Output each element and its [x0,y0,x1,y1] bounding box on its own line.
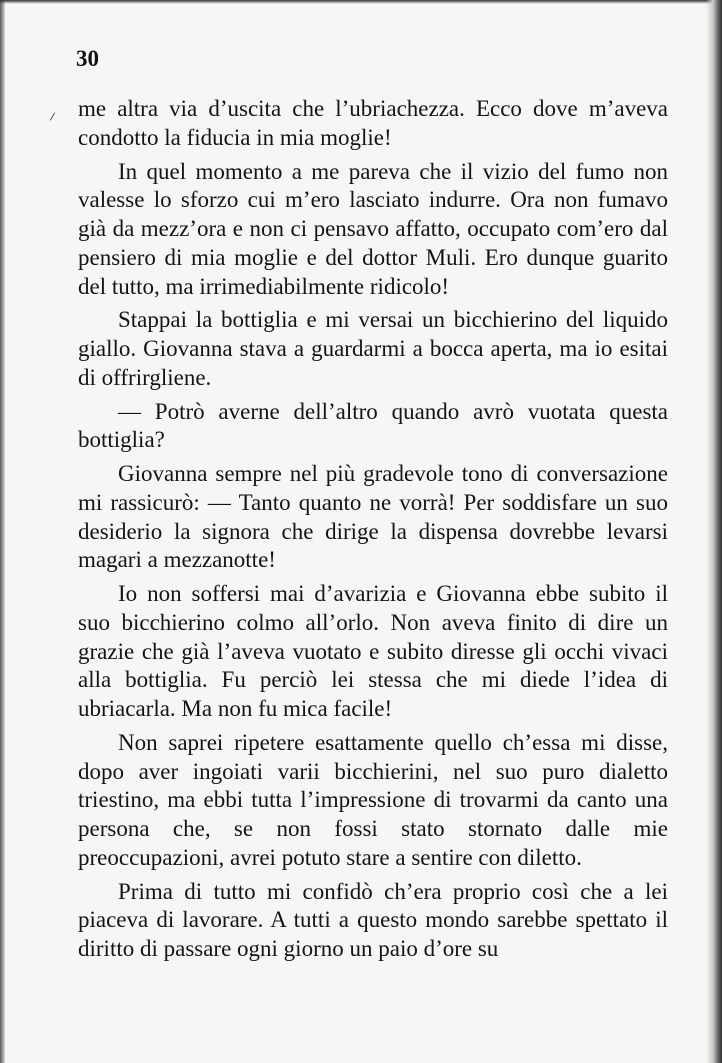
paragraph-continuation: me altra via d’uscita che l’ubriachezza. Ecco dove m’aveva condotto la fiducia in mia moglie! [78,96,668,150]
paragraph: Giovanna sempre nel più gradevole tono di conversazione mi rassicurò: — Tanto quanto ne vorrà! Per soddisfare un suo desiderio la signora che dirige la dispensa dovrebbe levarsi magari a mezzanotte! [78,461,668,573]
stray-pencil-mark [50,112,55,120]
paragraph-dialogue: — Potrò averne dell’altro quando avrò vuotata questa bottiglia? [78,398,668,453]
paragraph: In quel momento a me pareva che il vizio del fumo non valesse lo sforzo cui m’ero lasciato indurre. Ora non fumavo già da mezz’ora e non ci pensavo affatto, occupato com’ero dal pensiero di mia moglie e del dottor Muli. Ero dunque guarito del tutto, ma irrimediabilmente ridicolo! [78,158,668,299]
page-top-edge-shadow [0,0,722,4]
paragraph: Non saprei ripetere esattamente quello ch’essa mi disse, dopo aver ingoiati varii bicchierini, nel suo puro dialetto triestino, ma ebbi tutta l’impressione di trovarmi da canto una persona che, se non fossi stato stornato dalle mie preoccupazioni, avrei potuto stare a sentire con diletto. [78,729,668,870]
page-number: 30 [76,46,99,71]
page-left-edge-shadow [0,0,5,1063]
paragraph: Stappai la bottiglia e mi versai un bicchierino del liquido giallo. Giovanna stava a guardarmi a bocca aperta, ma io esitai di offrirgliene. [78,307,668,390]
paragraph: Prima di tutto mi confidò ch’era proprio così che a lei piaceva di lavorare. A tutti a questo mondo sarebbe spettato il diritto di passare ogni giorno un paio d’ore su [78,878,668,961]
paragraph: Io non soffersi mai d’avarizia e Giovanna ebbe subito il suo bicchierino colmo all’orlo. Non aveva finito di dire un grazie che già l’aveva vuotato e subito diresse gli occhi vivaci alla bottiglia. Fu perciò lei stessa che mi diede l’idea di ubriacarla. Ma non fu mica facile! [78,581,668,721]
body-text [78,95,668,964]
page-right-edge-shadow [706,0,722,1063]
